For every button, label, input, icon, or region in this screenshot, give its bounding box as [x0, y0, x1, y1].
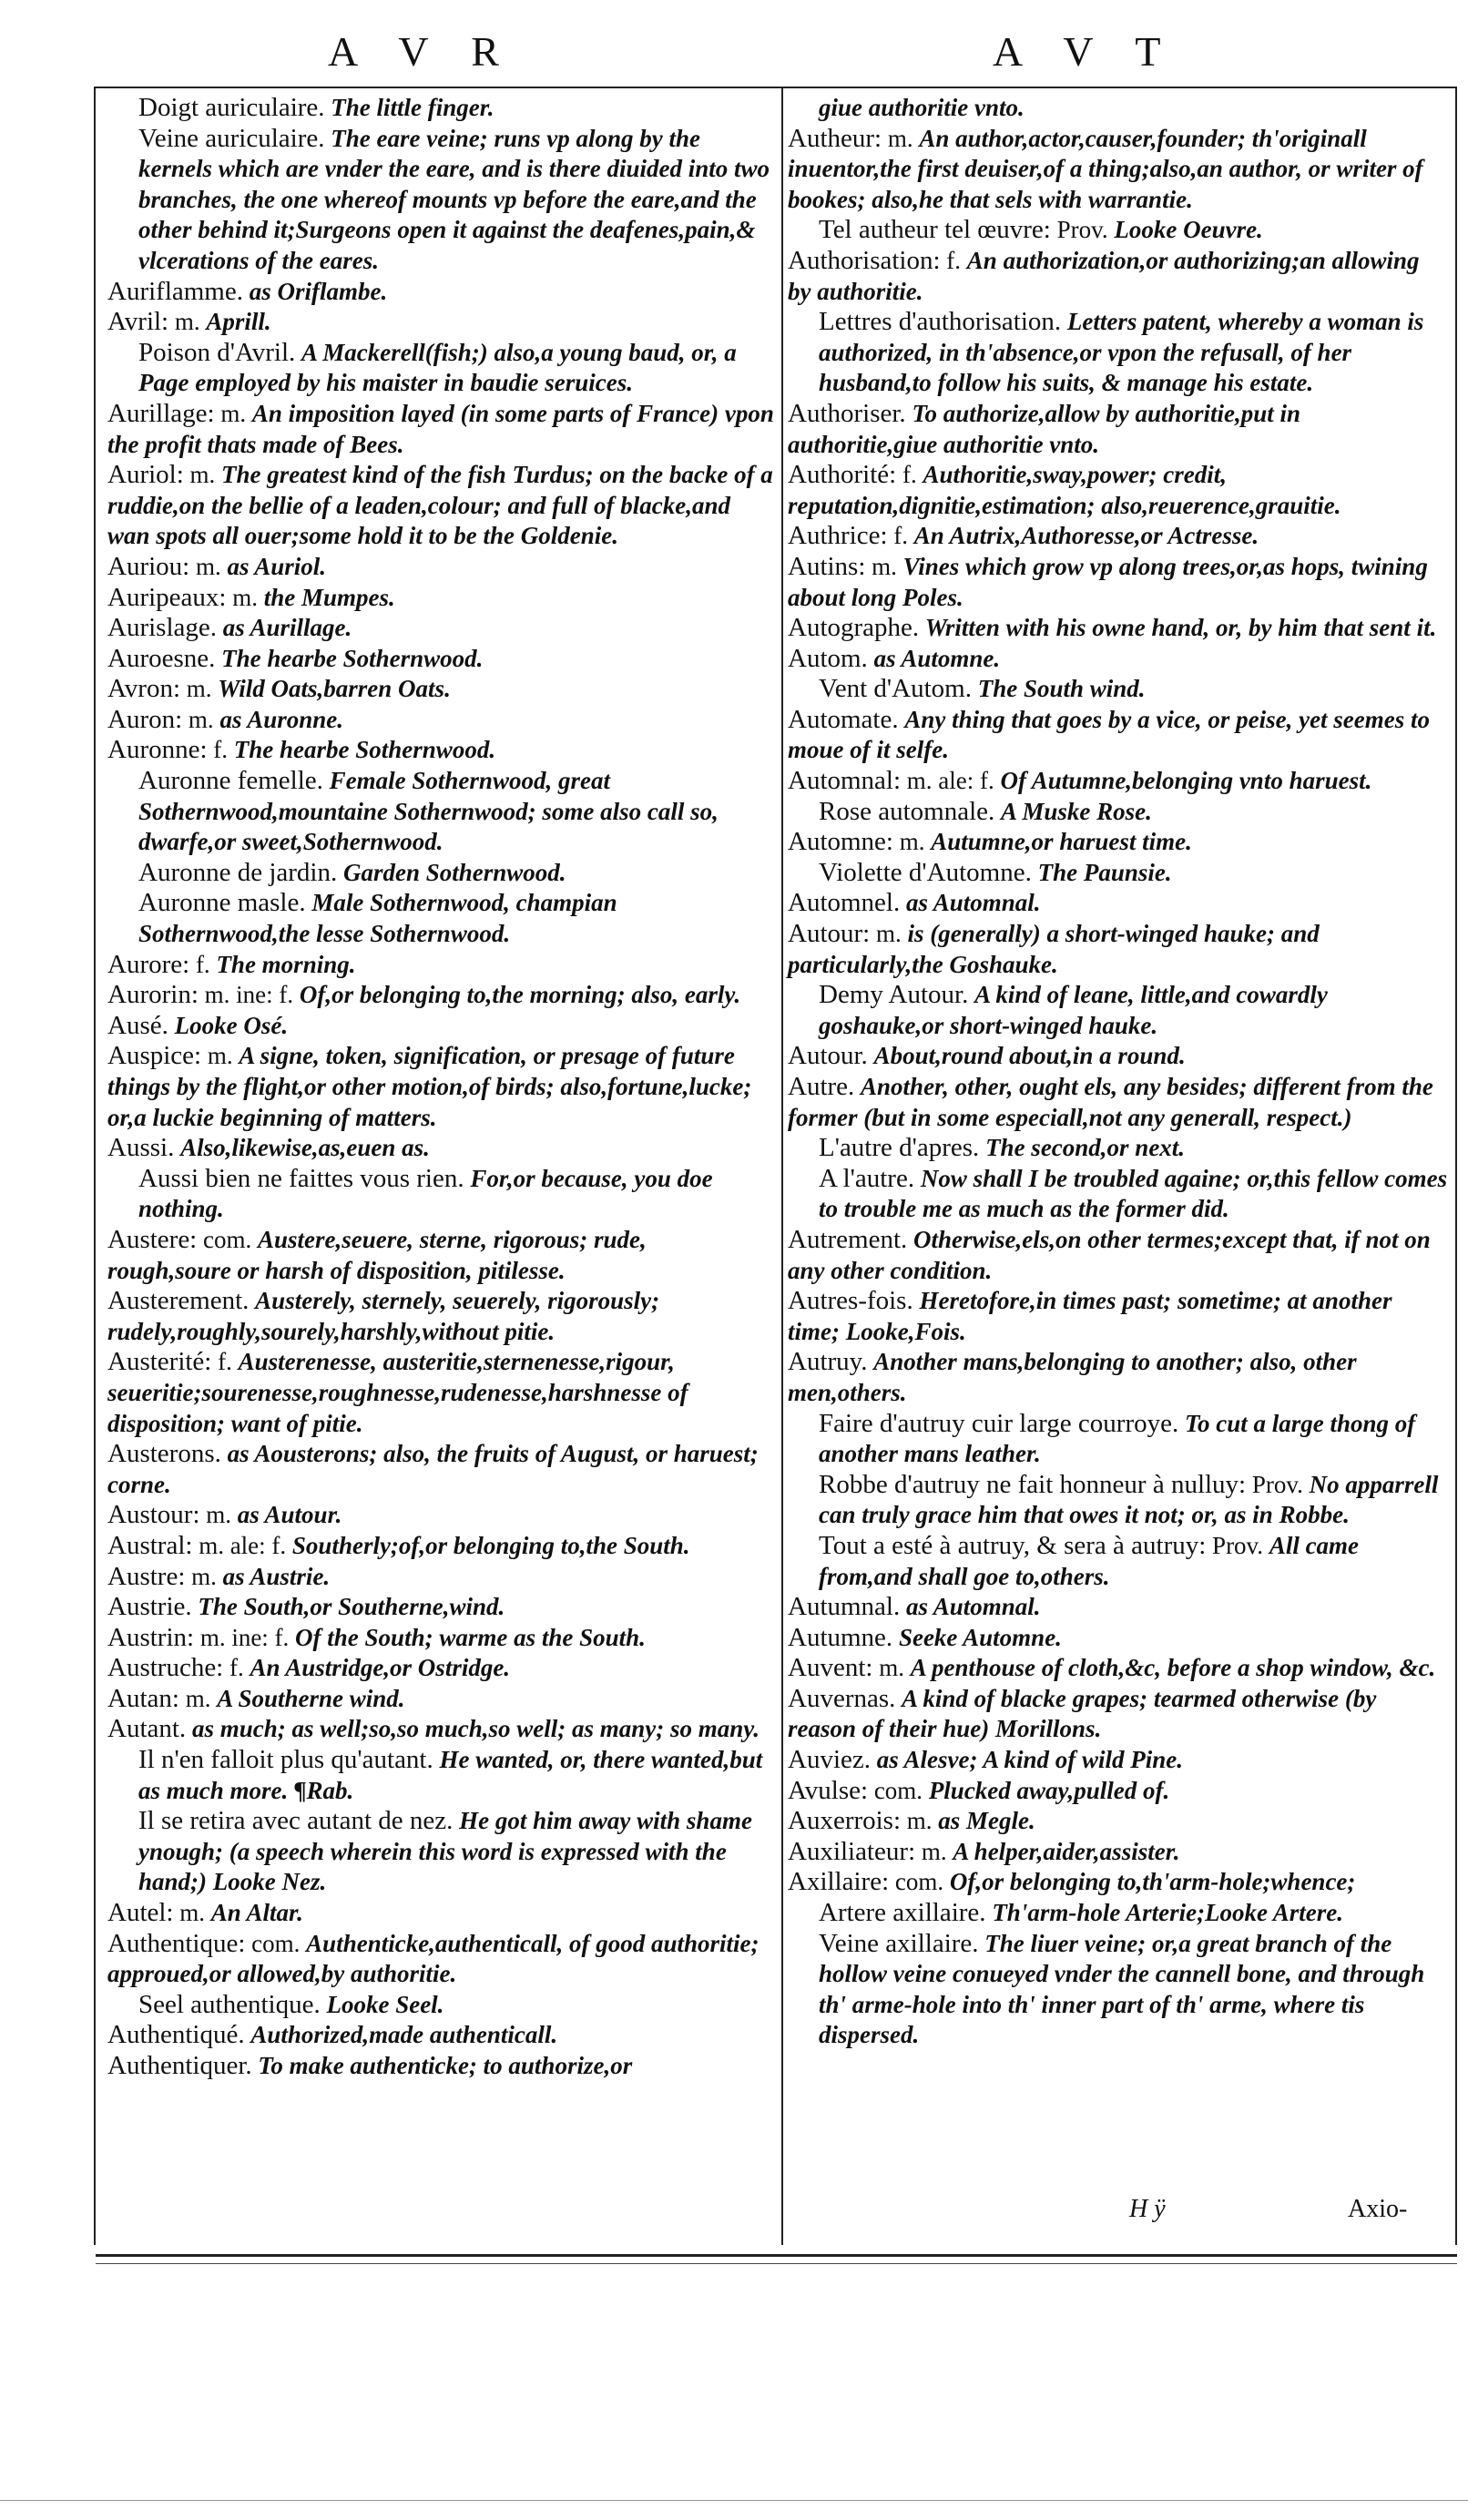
- entry-definition: Seeke Automne.: [898, 1623, 1062, 1651]
- entry-headword: Autres-fois.: [788, 1286, 913, 1316]
- entry-definition: the Mumpes.: [263, 583, 395, 611]
- dictionary-entry: [107, 766, 774, 858]
- entry-definition: He got him away with shame ynough; (a speech wherein this word is expressed with the hand;) Looke Nez.: [138, 1807, 759, 1896]
- entry-grammar: m.: [189, 552, 228, 580]
- dictionary-entry: [107, 1164, 774, 1225]
- entry-definition: The little finger.: [331, 94, 494, 121]
- entry-definition: An Autrix,Authoresse,or Actresse.: [913, 522, 1259, 550]
- dictionary-entry: [107, 1653, 774, 1684]
- entry-grammar: m. ale: f.: [901, 767, 1001, 795]
- dictionary-entry: [788, 613, 1448, 644]
- entry-grammar: m.: [872, 1654, 911, 1682]
- entry-grammar: com.: [245, 1929, 307, 1957]
- entry-headword: Austruche:: [107, 1653, 224, 1683]
- entry-grammar: m.: [865, 552, 903, 580]
- entry-headword: Lettres d'authorisation.: [819, 307, 1062, 337]
- entry-headword: Veine auriculaire.: [138, 123, 325, 153]
- entry-headword: Auviez.: [788, 1745, 871, 1775]
- entry-headword: Autour:: [788, 919, 871, 949]
- entry-headword: Austerité:: [107, 1347, 212, 1377]
- signature-mark: H ÿ: [1129, 2195, 1166, 2223]
- entry-headword: Avulse:: [788, 1775, 869, 1805]
- entry-definition: The hearbe Sothernwood.: [221, 644, 484, 672]
- entry-grammar: f.: [940, 246, 967, 274]
- entry-definition: A Muske Rose.: [1001, 797, 1152, 825]
- dictionary-entry: [107, 2051, 774, 2082]
- dictionary-entry: [788, 307, 1448, 399]
- dictionary-entry: [107, 613, 774, 644]
- entry-definition: A signe, token, signification, or presage of future things by the flight,or other motion,of birds; also,fortune,lucke; or,a luckie beginning of matters.: [107, 1042, 759, 1131]
- entry-definition: as Automnal.: [906, 1593, 1041, 1621]
- dictionary-entry: [107, 1286, 774, 1347]
- entry-grammar: f.: [207, 736, 234, 764]
- entry-headword: Autumne.: [788, 1622, 893, 1652]
- entry-definition: as much; as well;so,so much,so well; as many; so many.: [191, 1715, 759, 1743]
- dictionary-entry: [788, 1653, 1448, 1684]
- entry-headword: Automnel.: [788, 888, 901, 918]
- entry-definition: as Alesve; A kind of wild Pine.: [876, 1746, 1183, 1774]
- entry-headword: Vent d'Autom.: [819, 674, 972, 704]
- entry-definition: Any thing that goes by a vice, or peise, yet seemes to moue of it selfe.: [788, 705, 1436, 764]
- entry-grammar: m.: [915, 1837, 953, 1865]
- entry-headword: Auripeaux:: [107, 582, 227, 612]
- entry-headword: Automate.: [788, 704, 899, 734]
- entry-definition: Of the South; warme as the South.: [295, 1623, 646, 1651]
- dictionary-entry: [788, 827, 1448, 858]
- dictionary-entry: [107, 2020, 774, 2051]
- entry-definition: The second,or next.: [985, 1134, 1186, 1162]
- dictionary-entry: [788, 1072, 1448, 1133]
- entry-headword: Il n'en falloit plus qu'autant.: [138, 1745, 433, 1775]
- entry-grammar: m. ale: f.: [192, 1531, 292, 1559]
- running-header: [96, 27, 1453, 82]
- dictionary-entry: [107, 1347, 774, 1439]
- entry-headword: Autumnal.: [788, 1592, 901, 1622]
- entry-grammar: f.: [223, 1654, 250, 1682]
- dictionary-entry: [788, 1837, 1448, 1868]
- entry-grammar: m.: [178, 1684, 218, 1712]
- dictionary-entry: [107, 124, 774, 277]
- dictionary-entry: [788, 521, 1448, 552]
- entry-grammar: Prov.: [1050, 216, 1115, 244]
- entry-grammar: m.: [201, 1042, 240, 1070]
- entry-grammar: m.: [226, 583, 264, 611]
- entry-headword: Poison d'Avril.: [138, 337, 296, 367]
- dictionary-entry: [788, 1745, 1448, 1776]
- entry-headword: A l'autre.: [819, 1163, 915, 1193]
- entry-grammar: m.: [901, 1807, 939, 1835]
- entry-grammar: m.: [870, 920, 908, 948]
- dictionary-entry: [107, 460, 780, 552]
- entry-definition: A penthouse of cloth,&c, before a shop window, &c.: [910, 1654, 1436, 1682]
- dictionary-entry: [788, 1898, 1448, 1929]
- entry-definition: as Megle.: [938, 1807, 1035, 1835]
- dictionary-entry: [788, 797, 1448, 828]
- dictionary-entry: [788, 1531, 1448, 1592]
- dictionary-entry: [107, 1684, 774, 1715]
- dictionary-entry: [788, 1776, 1448, 1807]
- dictionary-entry: [788, 1409, 1448, 1470]
- entry-definition: Autumne,or haruest time.: [931, 828, 1192, 856]
- entry-definition: Of,or belonging to,the morning; also, early.: [299, 981, 741, 1009]
- entry-definition: The South wind.: [977, 675, 1146, 703]
- entry-grammar: m. ine: f.: [194, 1623, 296, 1651]
- dictionary-entry: [107, 398, 780, 460]
- entry-headword: Rose automnale.: [819, 796, 995, 826]
- dictionary-entry: [107, 980, 774, 1011]
- entry-headword: Auronne:: [107, 735, 208, 765]
- entry-definition: A Southerne wind.: [217, 1684, 405, 1712]
- entry-definition: giue authoritie vnto.: [819, 94, 1025, 121]
- entry-headword: L'autre d'apres.: [819, 1133, 980, 1163]
- dictionary-entry: [107, 1133, 774, 1164]
- dictionary-entry: [107, 1531, 774, 1562]
- entry-headword: Avron:: [107, 674, 181, 704]
- entry-definition: A helper,aider,assister.: [953, 1837, 1180, 1865]
- entry-headword: Aurislage.: [107, 613, 217, 643]
- entry-definition: Austerely, sternely, seuerely, rigorously; rudely,roughly,sourely,harshly,without pitie.: [107, 1287, 666, 1345]
- dictionary-entry: [107, 735, 774, 766]
- entry-headword: Violette d'Automne.: [819, 857, 1032, 887]
- entry-headword: Auroesne.: [107, 643, 216, 673]
- entry-headword: Demy Autour.: [819, 980, 969, 1010]
- scan-edge: [0, 2500, 1468, 2501]
- entry-headword: Auronne femelle.: [138, 766, 323, 796]
- entry-headword: Authentiqué.: [107, 2020, 245, 2050]
- right-border-rule: [1455, 87, 1457, 2245]
- dictionary-entry: [788, 124, 1448, 216]
- entry-headword: Aurore:: [107, 949, 190, 979]
- entry-definition: Authorized,made authenticall.: [250, 2021, 558, 2049]
- entry-grammar: com.: [868, 1776, 929, 1804]
- dictionary-entry: [107, 552, 774, 583]
- entry-headword: Artere axillaire.: [819, 1898, 986, 1928]
- entry-definition: The liuer veine; or,a great branch of the hollow veine conueyed vnder the cannell bone, and through th' arme-hole into th' inner part of th' arme, where tis dispersed.: [819, 1929, 1432, 2049]
- entry-definition: The hearbe Sothernwood.: [233, 736, 496, 764]
- entry-definition: Authoritie,sway,power; credit, reputation,dignitie,estimation; also,reuerence,grauitie.: [788, 461, 1341, 519]
- entry-definition: Looke Oeuvre.: [1114, 216, 1263, 244]
- entry-grammar: com.: [889, 1868, 950, 1896]
- dictionary-entry: [107, 1714, 774, 1745]
- entry-headword: Autruy.: [788, 1347, 868, 1377]
- dictionary-entry: [788, 1806, 1448, 1837]
- entry-headword: Auronne masle.: [138, 888, 306, 918]
- entry-definition: About,round about,in a round.: [873, 1042, 1186, 1070]
- entry-definition: Letters patent, whereby a woman is authorized, in th'absence,or vpon the refusall, of her husband,to follow his suits, & manage his estate.: [819, 308, 1431, 397]
- entry-grammar: m.: [893, 828, 932, 856]
- entry-headword: Autins:: [788, 551, 866, 581]
- entry-grammar: f.: [896, 461, 923, 489]
- dictionary-entry: [788, 766, 1448, 797]
- left-border-rule: [94, 87, 96, 2245]
- dictionary-entry: [788, 1623, 1448, 1654]
- entry-grammar: f.: [189, 950, 217, 978]
- entry-definition: as Autour.: [237, 1501, 342, 1529]
- entry-definition: Th'arm-hole Arterie;Looke Artere.: [992, 1899, 1344, 1927]
- entry-grammar: f.: [887, 522, 914, 550]
- entry-grammar: m.: [214, 399, 252, 427]
- catchword: Axio-: [1348, 2195, 1408, 2223]
- entry-headword: Authoriser.: [788, 398, 906, 428]
- dictionary-entry: [788, 552, 1448, 613]
- entry-headword: Aurillage:: [107, 398, 215, 428]
- dictionary-entry: [107, 674, 774, 705]
- dictionary-entry: [788, 1041, 1448, 1072]
- dictionary-entry: [788, 1867, 1448, 1898]
- entry-grammar: f.: [211, 1348, 239, 1376]
- dictionary-entry: [107, 277, 774, 308]
- entry-definition: Male Sothernwood, champian Sothernwood,the lesse Sothernwood.: [138, 889, 624, 948]
- entry-grammar: Prov.: [1246, 1470, 1310, 1498]
- entry-headword: Auriou:: [107, 551, 190, 581]
- entry-definition: Garden Sothernwood.: [343, 858, 566, 886]
- dictionary-entry: [107, 1745, 774, 1806]
- entry-headword: Autre.: [788, 1072, 855, 1101]
- entry-headword: Tel autheur tel œuvre:: [819, 215, 1051, 245]
- entry-headword: Authorisation:: [788, 245, 941, 275]
- entry-headword: Autographe.: [788, 613, 920, 643]
- entry-definition: An imposition layed (in some parts of France) vpon the profit thats made of Bees.: [107, 399, 780, 458]
- top-rule: [96, 87, 1457, 88]
- dictionary-entry: [107, 644, 774, 675]
- entry-definition: Female Sothernwood, great Sothernwood,mountaine Sothernwood; some also call so, dwarfe,or sweet,Sothernwood.: [138, 767, 725, 856]
- entry-definition: Plucked away,pulled of.: [928, 1776, 1170, 1804]
- entry-definition: The greatest kind of the fish Turdus; on the backe of a ruddie,on the bellie of a leaden,colour; and full of blacke,and wan spots all ouer;some hold it to be the Goldenie.: [107, 461, 780, 550]
- dictionary-entry: [788, 246, 1448, 307]
- entry-headword: Autom.: [788, 643, 868, 673]
- entry-definition: as Austrie.: [222, 1562, 331, 1590]
- entry-grammar: m.: [185, 1562, 223, 1590]
- entry-grammar: m.: [180, 675, 219, 703]
- dictionary-entry: [107, 583, 774, 614]
- entry-headword: Autel:: [107, 1898, 174, 1928]
- dictionary-entry: [788, 980, 1448, 1041]
- entry-grammar: m.: [182, 705, 220, 733]
- dictionary-entry: [788, 1286, 1448, 1347]
- entry-headword: Austerement.: [107, 1286, 250, 1316]
- dictionary-entry: [107, 93, 774, 124]
- dictionary-entry: [107, 1500, 774, 1531]
- entry-definition: Vines which grow vp along trees,or,as hops, twining about long Poles.: [788, 552, 1434, 611]
- header-left: A V R: [328, 28, 515, 75]
- entry-headword: Automne:: [788, 827, 893, 857]
- entry-definition: Looke Seel.: [326, 1990, 444, 2018]
- entry-definition: A Mackerell(fish;) also,a young baud, or, a Page employed by his maister in baudie seruices.: [138, 338, 743, 397]
- dictionary-entry: [788, 644, 1448, 675]
- dictionary-entry: [788, 888, 1448, 919]
- entry-headword: Autheur:: [788, 123, 882, 153]
- dictionary-entry: [788, 399, 1448, 460]
- entry-definition: Written with his owne hand, or, by him that sent it.: [924, 614, 1437, 642]
- dictionary-entry: [107, 705, 774, 736]
- entry-definition: Otherwise,els,on other termes;except that, if not on any other condition.: [788, 1225, 1437, 1284]
- entry-definition: An author,actor,causer,founder; th'originall inuentor,the first deuiser,of a thing;also,an author, or writer of bookes; also,he that sels with warrantie.: [788, 124, 1430, 213]
- entry-headword: Auriol:: [107, 460, 184, 490]
- entry-definition: No apparrell can truly grace him that owes it not; or, as in Robbe.: [819, 1470, 1445, 1529]
- entry-definition: as Automnal.: [906, 889, 1041, 917]
- entry-headword: Authrice:: [788, 521, 888, 551]
- dictionary-entry: [107, 858, 774, 889]
- dictionary-entry: [788, 1592, 1448, 1623]
- column-divider: [781, 87, 783, 2245]
- entry-headword: Authentique:: [107, 1928, 246, 1958]
- entry-headword: Austerons.: [107, 1439, 221, 1469]
- entry-headword: Auspice:: [107, 1041, 202, 1071]
- entry-grammar: m.: [168, 308, 207, 336]
- dictionary-entry: [107, 888, 774, 949]
- dictionary-entry: [107, 338, 774, 399]
- entry-definition: An authorization,or authorizing;an allowing by authoritie.: [788, 246, 1426, 305]
- dictionary-entry: [107, 1929, 774, 1990]
- dictionary-entry: [107, 1225, 774, 1286]
- left-column: [107, 93, 780, 2082]
- entry-headword: Austrin:: [107, 1622, 195, 1652]
- entry-headword: Ausé.: [107, 1010, 168, 1040]
- dictionary-entry: [107, 1990, 774, 2021]
- dictionary-entry: [788, 1163, 1453, 1225]
- dictionary-entry: [788, 1929, 1448, 2051]
- entry-definition: Authenticke,authenticall, of good authoritie; approued,or allowed,by authoritie.: [107, 1929, 766, 1988]
- dictionary-entry: [788, 93, 1448, 124]
- entry-definition: Looke Osé.: [174, 1011, 289, 1039]
- dictionary-entry: [107, 1592, 774, 1623]
- dictionary-entry: [107, 1562, 774, 1593]
- entry-definition: An Austridge,or Ostridge.: [250, 1654, 511, 1682]
- entry-headword: Autrement.: [788, 1224, 908, 1254]
- entry-headword: Faire d'autruy cuir large courroye.: [819, 1408, 1179, 1438]
- entry-headword: Austral:: [107, 1530, 193, 1560]
- entry-definition: Austerenesse, austeritie,sternenesse,rigour, seueritie;sourenesse,roughnesse,rudenesse,harshnesse of disposition; want of pitie.: [107, 1348, 695, 1437]
- right-column: [788, 93, 1453, 2051]
- entry-definition: as Automne.: [873, 644, 1001, 672]
- entry-headword: Auxiliateur:: [788, 1836, 916, 1866]
- entry-headword: Autour.: [788, 1041, 868, 1071]
- dictionary-entry: [788, 1347, 1448, 1408]
- entry-definition: as Oriflambe.: [249, 277, 388, 305]
- entry-definition: The South,or Southerne,wind.: [198, 1593, 505, 1621]
- entry-headword: Il se retira avec autant de nez.: [138, 1806, 454, 1836]
- entry-grammar: Prov.: [1206, 1531, 1269, 1559]
- dictionary-entry: [107, 1439, 774, 1500]
- entry-headword: Auron:: [107, 704, 183, 734]
- header-right: A V T: [993, 28, 1177, 75]
- entry-headword: Austre:: [107, 1561, 186, 1591]
- dictionary-entry: [788, 460, 1448, 521]
- dictionary-entry: [788, 858, 1448, 889]
- entry-definition: Aprill.: [206, 308, 271, 336]
- entry-grammar: m. ine: f.: [198, 981, 300, 1009]
- entry-headword: Auvent:: [788, 1653, 873, 1683]
- bottom-rule-thin: [96, 2263, 1457, 2264]
- entry-grammar: m.: [199, 1501, 238, 1529]
- dictionary-entry: [107, 1011, 774, 1042]
- dictionary-entry: [107, 307, 774, 338]
- entry-definition: as Auronne.: [219, 705, 343, 733]
- entry-headword: Austour:: [107, 1500, 200, 1530]
- entry-definition: The Paunsie.: [1037, 858, 1172, 886]
- entry-grammar: m.: [882, 124, 920, 152]
- entry-definition: Now shall I be troubled againe; or,this fellow comes to trouble me as much as the former did.: [819, 1164, 1453, 1223]
- entry-grammar: m.: [183, 461, 222, 489]
- entry-headword: Doigt auriculaire.: [138, 93, 325, 122]
- dictionary-entry: [788, 705, 1448, 766]
- dictionary-entry: [107, 1623, 774, 1654]
- dictionary-entry: [788, 1684, 1448, 1745]
- entry-headword: Aurorin:: [107, 980, 199, 1010]
- entry-headword: Veine axillaire.: [819, 1928, 979, 1958]
- entry-definition: The eare veine; runs vp along by the kernels which are vnder the eare, and is there diuided into two branches, the one whereof mounts vp before the eare,and the other behind it;Surgeons open it against the deafenes,pain,& vlcerations of the eares.: [138, 124, 776, 274]
- dictionary-entry: [107, 1041, 774, 1133]
- entry-definition: Of Autumne,belonging vnto haruest.: [1000, 767, 1372, 795]
- entry-headword: Autant.: [107, 1714, 187, 1744]
- entry-definition: A kind of blacke grapes; tearmed otherwise (by reason of their hue) Morillons.: [788, 1684, 1383, 1743]
- dictionary-entry: [788, 674, 1448, 705]
- entry-definition: For,or because, you doe nothing.: [138, 1164, 719, 1223]
- dictionary-entry: [107, 1806, 774, 1898]
- dictionary-entry: [107, 1898, 774, 1929]
- entry-headword: Authentiquer.: [107, 2051, 252, 2080]
- entry-definition: A kind of leane, little,and cowardly goshauke,or short-winged hauke.: [819, 981, 1334, 1039]
- entry-definition: Wild Oats,barren Oats.: [218, 675, 451, 703]
- entry-definition: Southerly;of,or belonging to,the South.: [291, 1531, 690, 1559]
- entry-definition: He wanted, or, there wanted,but as much more. ¶Rab.: [138, 1746, 770, 1804]
- dictionary-entry: [107, 950, 774, 981]
- entry-definition: Another mans,belonging to another; also, other men,others.: [788, 1348, 1363, 1406]
- dictionary-entry: [788, 1133, 1448, 1164]
- dictionary-entry: [788, 919, 1448, 980]
- entry-definition: To make authenticke; to authorize,or: [258, 2052, 633, 2079]
- entry-headword: Austere:: [107, 1224, 198, 1254]
- entry-headword: Auronne de jardin.: [138, 857, 338, 887]
- entry-grammar: m.: [173, 1899, 211, 1927]
- dictionary-entry: [788, 1470, 1448, 1531]
- entry-headword: Avril:: [107, 307, 169, 337]
- dictionary-entry: [788, 1225, 1448, 1286]
- entry-definition: To cut a large thong of another mans leather.: [819, 1409, 1422, 1468]
- entry-definition: Also,likewise,as,euen as.: [180, 1134, 430, 1162]
- entry-headword: Auxerrois:: [788, 1806, 902, 1836]
- entry-headword: Aussi bien ne faittes vous rien.: [138, 1163, 464, 1193]
- entry-definition: as Aurillage.: [222, 614, 352, 642]
- entry-headword: Automnal:: [788, 766, 902, 796]
- entry-headword: Auvernas.: [788, 1683, 896, 1713]
- entry-definition: Another, other, ought els, any besides; different from the former (but in some especiall,not any generall, respect.): [788, 1073, 1440, 1131]
- entry-definition: is (generally) a short-winged hauke; and particularly,the Goshauke.: [788, 920, 1326, 978]
- entry-definition: To authorize,allow by authoritie,put in authoritie,giue authoritie vnto.: [788, 399, 1307, 458]
- entry-definition: The morning.: [216, 950, 356, 978]
- entry-definition: An Altar.: [210, 1899, 303, 1927]
- entry-headword: Aussi.: [107, 1133, 175, 1163]
- entry-headword: Seel authentique.: [138, 1989, 321, 2019]
- entry-definition: Heretofore,in times past; sometime; at another time; Looke,Fois.: [788, 1287, 1399, 1345]
- entry-headword: Auriflamme.: [107, 276, 243, 306]
- entry-definition: All came from,and shall goe to,others.: [819, 1531, 1365, 1590]
- entry-definition: as Aousterons; also, the fruits of August, or haruest; corne.: [107, 1440, 765, 1498]
- entry-headword: Autan:: [107, 1683, 179, 1713]
- entry-headword: Austrie.: [107, 1592, 192, 1622]
- entry-grammar: com.: [197, 1225, 258, 1253]
- entry-headword: Authorité:: [788, 460, 897, 490]
- entry-definition: Austere,seuere, sterne, rigorous; rude, rough,soure or harsh of disposition, pitilesse.: [107, 1225, 653, 1284]
- dictionary-entry: [788, 215, 1448, 246]
- entry-definition: Of,or belonging to,th'arm-hole;whence;: [949, 1868, 1356, 1896]
- entry-headword: Robbe d'autruy ne fait honneur à nulluy:: [819, 1469, 1247, 1499]
- entry-headword: Tout a esté à autruy, & sera à autruy:: [819, 1530, 1207, 1560]
- bottom-rule: [96, 2254, 1457, 2257]
- entry-definition: as Auriol.: [227, 552, 327, 580]
- entry-headword: Axillaire:: [788, 1867, 890, 1897]
